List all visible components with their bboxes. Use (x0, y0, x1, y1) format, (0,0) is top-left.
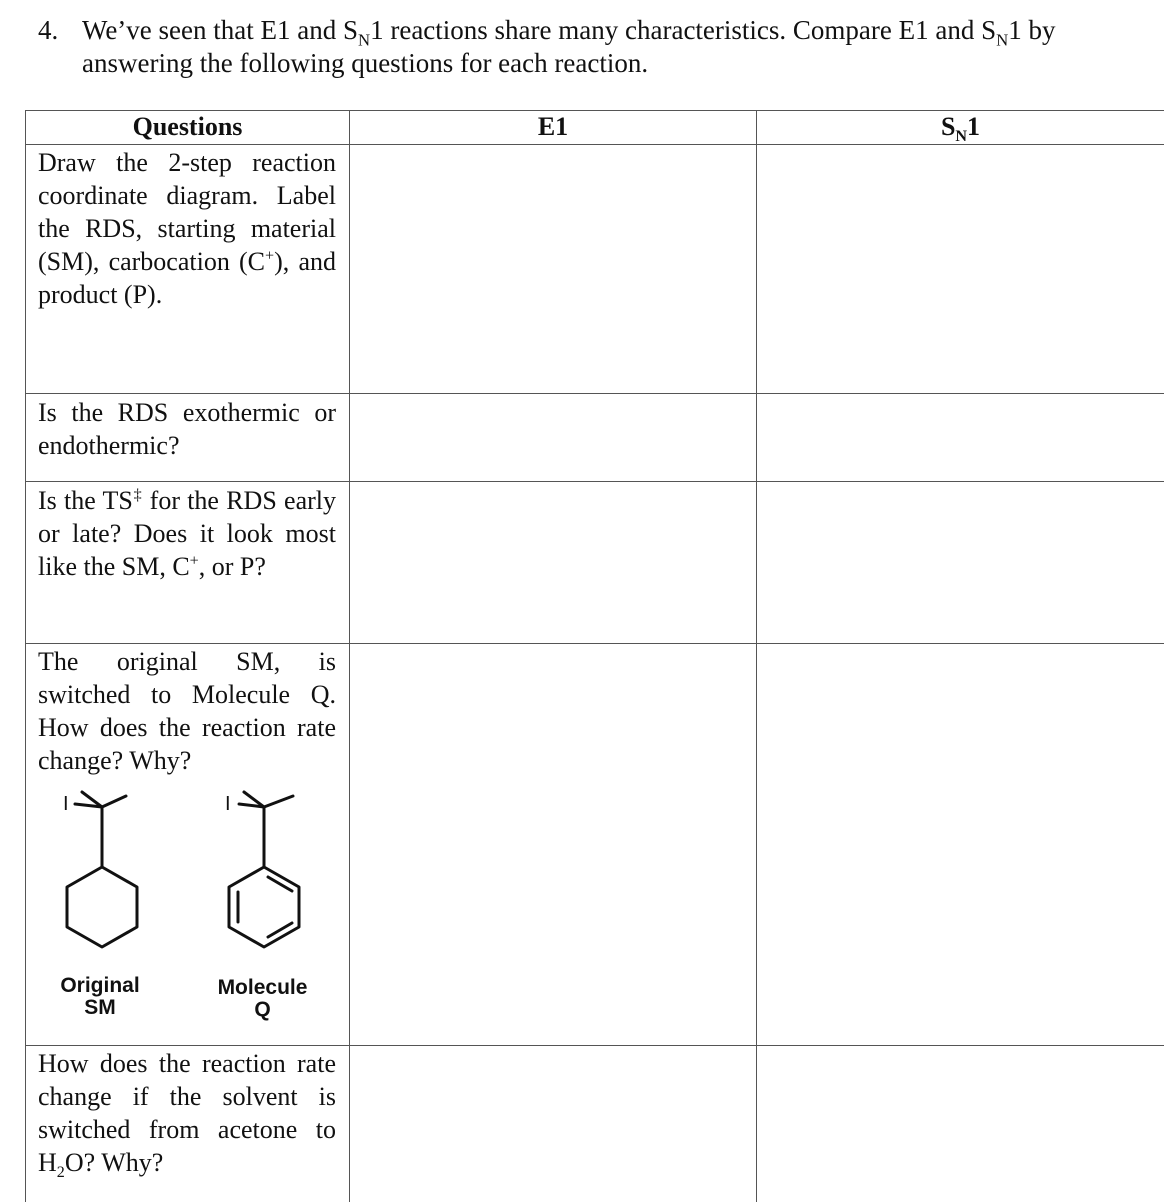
prompt-sub: N (358, 30, 371, 50)
question-row-4: The original SM, is switched to Molecule Q. How does the reaction rate change? Why? (38, 647, 336, 775)
original-sm-label-line2: SM (84, 996, 116, 1019)
header-sn1-s: S (940, 112, 956, 141)
prompt-part: 1 reactions share many characteristics. Compare E1 and S (370, 15, 997, 45)
prompt-part: 1 by (1008, 15, 1056, 45)
question-prompt (82, 14, 1162, 80)
answer-cell-e1-row-1[interactable] (350, 145, 755, 392)
iodine-label: I (63, 793, 69, 815)
row1-sup: + (265, 247, 275, 265)
prompt-line2: answering the following questions for each reaction. (82, 48, 649, 78)
answer-cell-e1-row-2[interactable] (350, 394, 755, 480)
molecule-q-label-line1: Molecule (217, 976, 308, 999)
row5-text-a: How does the reaction rate change if the solvent is switched from acetone to H (38, 1049, 336, 1177)
answer-cell-e1-row-3[interactable] (350, 482, 755, 642)
prompt-part: We’ve seen that E1 and S (82, 15, 358, 45)
answer-cell-sn1-row-4[interactable] (757, 644, 1163, 1044)
answer-cell-e1-row-5[interactable] (350, 1046, 755, 1202)
row3-text-a: Is the TS (38, 486, 133, 515)
original-sm-label (45, 975, 155, 1019)
header-sn1-sub: N (955, 128, 968, 146)
molecule-q (229, 792, 299, 947)
answer-cell-sn1-row-1[interactable] (757, 145, 1163, 392)
answer-cell-sn1-row-5[interactable] (757, 1046, 1163, 1202)
answer-cell-sn1-row-2[interactable] (757, 394, 1163, 480)
row3-sup-b: + (189, 552, 199, 570)
original-sm-label-line1: Original (60, 974, 140, 997)
header-e1: E1 (537, 112, 569, 141)
molecule-q-label-line2: Q (254, 998, 271, 1021)
table-left-border (25, 110, 26, 1202)
question-number: 4. (38, 15, 59, 45)
table-top-border (25, 110, 1164, 111)
question-row-3 (38, 484, 336, 583)
answer-cell-sn1-row-3[interactable] (757, 482, 1163, 642)
molecule-structures (40, 780, 330, 970)
header-questions: Questions (132, 112, 243, 141)
answer-cell-e1-row-4[interactable] (350, 644, 755, 1044)
row5-text-b: O? Why? (64, 1148, 164, 1177)
prompt-sub: N (996, 30, 1009, 50)
header-sn1-end: 1 (967, 112, 981, 141)
question-row-1 (38, 146, 336, 311)
question-row-2: Is the RDS exothermic or endothermic? (38, 398, 336, 460)
molecule-q-label (205, 977, 320, 1021)
original-sm-molecule (67, 792, 137, 947)
row3-text-c: , or P? (198, 552, 266, 581)
iodine-label: I (225, 793, 231, 815)
row1-text-a: Draw the 2-step reaction coordinate diagram. Label the RDS, starting material (SM), carbocation (C (38, 148, 336, 276)
row5-sub: 2 (56, 1164, 65, 1182)
row3-sup-a: ‡ (132, 486, 143, 504)
header-sn1 (757, 112, 1164, 146)
row3-text-b: for the RDS early or late? Does it look most like the SM, C (38, 486, 336, 581)
row1-text-b: ), and product (P). (38, 247, 336, 309)
question-row-5 (38, 1047, 336, 1182)
